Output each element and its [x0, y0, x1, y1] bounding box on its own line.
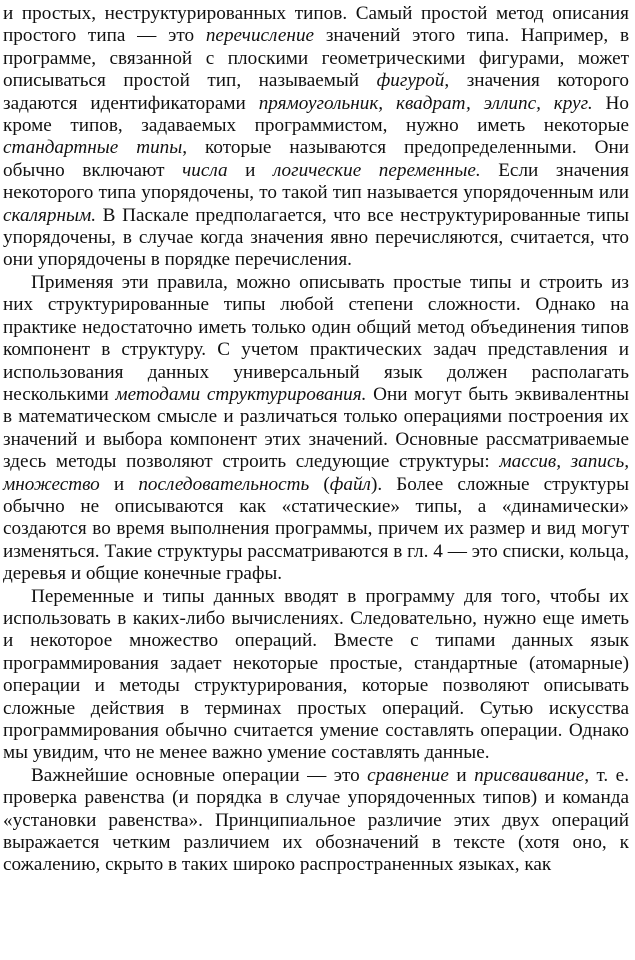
text-run: Переменные и типы данных вводят в программу для того, чтобы их использовать в каких-либо вычислениях. Следовательно, нужно еще иметь и некоторое множество операций. Вместе с типами данных язык программирования задает некоторые простые, стандартные (атомарные) операции и методы структурирования, которые позволяют описывать сложные действия в терминах простых операций. Сутью искусства программирования обычно считается умение составлять операции. Однако мы увидим, что не менее важно умение составлять данные.: [3, 585, 629, 764]
term-structuring-methods: методами структурирования.: [115, 383, 367, 405]
paragraph-structuring-methods: [3, 272, 629, 586]
paragraph-comparison-assignment: [3, 765, 629, 877]
term-array-record-set: массив, запись, множество: [3, 451, 629, 495]
term-numbers: числа: [182, 159, 228, 181]
text-run: и: [448, 764, 475, 786]
text-run: ). Более сложные структуры обычно не описываются как «статические» типы, а «динамически» создаются во время выполнения программы, причем их размер и вид могут изменяться. Такие структуры рассматриваются в гл. 4 — это списки, кольца, деревья и общие конечные графы.: [3, 473, 629, 585]
text-run: , значения которого задаются идентификаторами: [3, 70, 629, 114]
text-run: Они могут быть эквивалентны в математическом смысле и различаться только операциями построения их значений и выбора компонент этих значений. Основные рассматриваемые здесь методы позволяют строить следующие структуры:: [3, 383, 630, 473]
text-run: , т. е. проверка равенства (и порядка в случае упорядоченных типов) и команда «установки равенства». Принципиальное различие этих двух операций выражается четким различием их обозначений в тексте (хотя оно, к сожалению, скрыто в таких широко распространенных языках, как: [3, 764, 629, 876]
text-run: Если значения некоторого типа упорядочены, то такой тип называется упорядоченным или: [3, 159, 629, 204]
text-run: Важнейшие основные операции — это: [31, 764, 368, 786]
term-standard-types: стандартные типы: [3, 137, 183, 159]
term-comparison: сравнение: [367, 764, 449, 786]
text-run: Применяя эти правила, можно описывать простые типы и строить из них структурированные типы любой степени сложности. Однако на практике недостаточно иметь только один общий метод объединения типов компонент в структуру. С учетом практических задач представления и использования данных универсальный язык должен располагать несколькими: [3, 271, 629, 405]
term-scalar: скалярным.: [3, 204, 97, 226]
text-run: значений этого типа. Например, в программе, связанной с плоскими геометрическими фигурами, может описываться простой тип, называемый: [3, 25, 630, 92]
text-run: (: [309, 473, 330, 495]
text-run: и простых, неструктурированных типов. Самый простой метод описания простого типа — это: [3, 3, 629, 47]
text-run: и: [227, 159, 273, 181]
term-enumeration: перечисление: [205, 25, 315, 47]
paragraph-operations: [3, 586, 629, 765]
term-assignment: присваивание: [474, 764, 585, 786]
term-figure: фигурой: [376, 70, 445, 92]
text-run: , которые называются предопределенными. Они обычно включают: [3, 137, 629, 181]
term-shape-identifiers: прямоугольник, квадрат, эллипс, круг.: [258, 92, 593, 114]
text-run: В Паскале предполагается, что все неструктурированные типы упорядочены, в случае когда значения явно перечисляются, считается, что они упорядочены в порядке перечисления.: [3, 204, 629, 271]
term-sequence: последовательность: [138, 473, 310, 495]
term-logical-variables: логические переменные.: [272, 159, 481, 181]
paragraph-simple-types: [3, 3, 629, 272]
term-file: файл: [329, 473, 371, 495]
text-run: Но кроме типов, задаваемых программистом, нужно иметь некоторые: [3, 92, 630, 137]
text-run: и: [99, 473, 139, 495]
